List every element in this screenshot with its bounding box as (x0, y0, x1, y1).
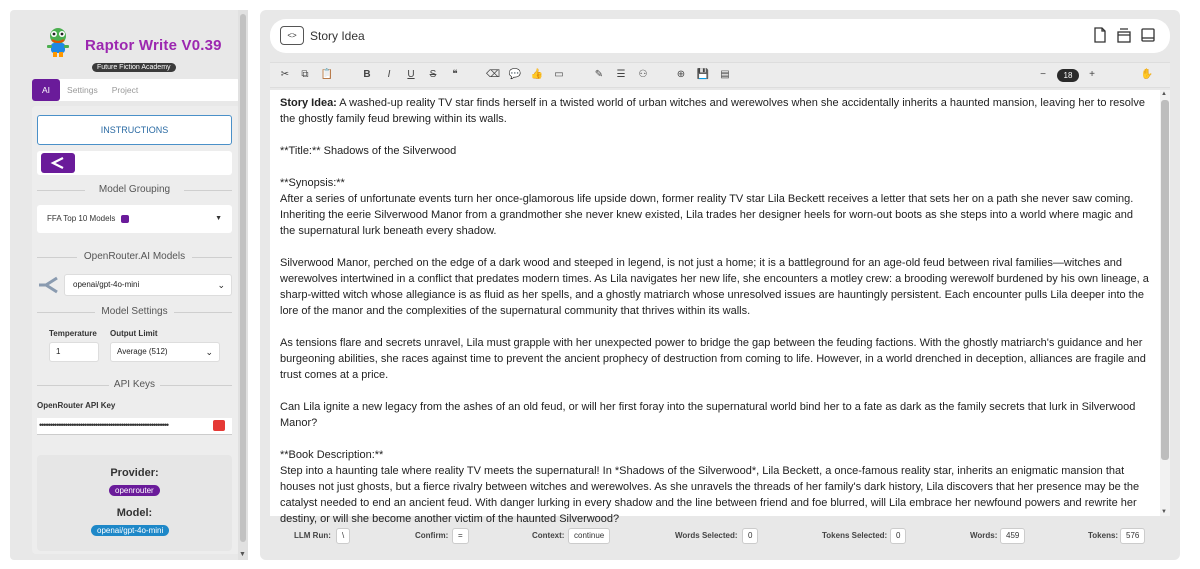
zoom-out-button[interactable]: − (1040, 69, 1046, 80)
new-document-icon[interactable] (1092, 27, 1108, 43)
words-selected-value: 0 (742, 528, 758, 544)
document-title-bar (270, 19, 1170, 53)
openrouter-api-key-input[interactable]: •••••••••••••••••••••••••••••••••••••••••••••••••••••••••••• (37, 418, 232, 435)
sidebar (10, 10, 248, 560)
scroll-down-icon[interactable]: ▼ (239, 551, 246, 558)
sidebar-scrollbar[interactable] (238, 10, 248, 560)
editor-paragraph[interactable]: Story Idea: A washed-up reality TV star finds herself in a twisted world of urban witches and werewolves when she accidentally inherits a haunted mansion, leaving her to resolve the ghostly family feud brewing within its walls. (280, 97, 1145, 125)
words-selected-label: Words Selected: (675, 531, 738, 540)
cut-icon[interactable]: ✂ (280, 69, 290, 80)
tokens-value: 576 (1120, 528, 1145, 544)
output-limit-select[interactable]: Average (512) ⌄ (110, 342, 220, 362)
strikethrough-icon[interactable]: S (429, 69, 437, 80)
editor-paragraph[interactable]: **Book Description:** Step into a haunting tale where reality TV meets the supernatural! In *Shadows of the Silverwood*, Lila Beckett, a once-famous reality star, inherits an enigmatic mansion that houses not just ghosts, but a fierce rivalry between witches and werewolves. As she unravels the threads of her family's dark history, Lila discovers that her presence may be the catalyst needed to end an ancient feud. With danger lurking in every shadow and the line between friend and foe blurred, will Lila embrace her newfound powers and rewrite her destiny, or will she become another victim of the haunted Silverwood? (280, 449, 1140, 525)
instructions-button[interactable]: INSTRUCTIONS (37, 115, 232, 145)
academy-badge: Future Fiction Academy (92, 63, 176, 72)
confirm-label: Confirm: (415, 531, 449, 540)
scrollbar-thumb[interactable] (1161, 100, 1169, 460)
comment-icon[interactable]: 💬 (508, 69, 522, 80)
openrouter-model-select[interactable]: openai/gpt-4o-mini ⌄ (64, 274, 232, 296)
editor-area (260, 10, 1180, 560)
tokens-label: Tokens: (1088, 531, 1119, 540)
panel-layout-icon[interactable] (1140, 27, 1156, 43)
ai-panel (32, 106, 240, 554)
paragraph-bold-label: Story Idea: (280, 97, 337, 109)
model-label: Model: (116, 507, 153, 519)
tab-settings[interactable]: Settings (67, 85, 98, 95)
provider-label: Provider: (110, 467, 159, 479)
chevron-left-icon (41, 153, 75, 173)
zoom-level: 18 (1057, 69, 1079, 82)
editor-paragraph[interactable]: **Title:** Shadows of the Silverwood (280, 145, 457, 157)
editor-paragraph[interactable]: As tensions flare and secrets unravel, Lila must grapple with her unexpected power to bridge the gap between the feuding factions. With the ghostly matriarch's guidance and her burgeoning abilities, she races against time to prevent the ancient prophecy of destruction from coming to life. However, in a world drenched in deception, alliances are fragile and trust comes at a price. (280, 337, 1146, 381)
editor-content[interactable] (280, 95, 1150, 543)
tab-project[interactable]: Project (111, 85, 139, 95)
hand-pan-icon[interactable]: ✋ (1140, 69, 1154, 80)
quote-icon[interactable]: ❝ (452, 69, 458, 80)
openrouter-api-key-label: OpenRouter API Key (37, 401, 116, 410)
save-icon[interactable]: 💾 (696, 69, 710, 80)
model-grouping-heading: Model Grouping (37, 184, 232, 195)
add-circle-icon[interactable]: ⊕ (676, 69, 686, 80)
tag-icon[interactable]: ▭ (554, 69, 564, 80)
editor-paragraph[interactable]: **Synopsis:** After a series of unfortunate events turn her once-glamorous life upside down, former reality TV star Lila Beckett receives a letter that sets her on a path she never saw coming. Inheriting the eerie Silverwood Manor from a grandmother she never knew existed, Lila trades her designer heels for worn-out boots as she steps into a world where magic and the supernatural lurk beneath every shadow. (280, 177, 1134, 237)
scrollbar-thumb[interactable] (240, 14, 246, 542)
app-title: Raptor Write V0.39 (85, 37, 222, 54)
binoculars-icon[interactable]: ⚇ (638, 69, 648, 80)
copy-icon[interactable]: ⧉ (301, 69, 309, 80)
words-label: Words: (970, 531, 998, 540)
llm-run-shortcut[interactable]: \ (336, 528, 350, 544)
temperature-input[interactable]: 1 (49, 342, 99, 362)
provider-card (37, 455, 232, 551)
underline-icon[interactable]: U (407, 69, 415, 80)
scroll-down-icon[interactable]: ▼ (1161, 509, 1167, 515)
status-bar (270, 524, 1170, 548)
llm-run-label: LLM Run: (294, 531, 331, 540)
collapse-row (37, 151, 232, 175)
italic-icon[interactable]: I (387, 69, 391, 80)
model-settings-heading: Model Settings (37, 306, 232, 317)
key-reveal-icon[interactable] (213, 420, 225, 431)
text-editor[interactable] (270, 90, 1160, 525)
eraser-icon[interactable]: ⌫ (486, 69, 501, 80)
stack-layout-icon[interactable] (1116, 27, 1132, 43)
sidebar-tabs (32, 79, 240, 101)
context-label: Context: (532, 531, 565, 540)
tokens-selected-label: Tokens Selected: (822, 531, 888, 540)
editor-paragraph[interactable]: Silverwood Manor, perched on the edge of a dark wood and steeped in legend, is not just a home; it is a battleground for an age-old feud between rival families—witches and werewolves intertwined in a conflict that predates modern times. As Lila navigates her new life, she encounters a motley crew: a brooding werewolf burdened by his own lineage, a sharp-witted witch whose allegiance is as fluid as her spells, and a ghostly matriarch whose unresolved issues are hauntingly persistent. Each encounter pulls Lila deeper into the lore of the manor and the complexities of the supernatural community that thrives within its walls. (280, 257, 1149, 317)
tab-ai[interactable]: AI (32, 79, 60, 101)
collapse-button[interactable] (41, 153, 75, 173)
context-value[interactable]: continue (568, 528, 610, 544)
paste-icon[interactable]: 📋 (320, 69, 334, 80)
thumbs-up-icon[interactable]: 👍 (530, 69, 544, 80)
dropdown-caret-icon: ⌄ (217, 280, 225, 290)
editor-paragraph[interactable]: Can Lila ignite a new legacy from the ashes of an old feud, or will her first foray into the supernatural world bind her to a fate as dark as the family secrets that lurk in Silverwood Manor? (280, 401, 1136, 429)
scroll-up-icon[interactable]: ▲ (1161, 91, 1167, 97)
raptor-logo-icon (42, 24, 74, 58)
zoom-in-button[interactable]: + (1089, 69, 1095, 80)
note-icon[interactable]: ☰ (616, 69, 626, 80)
formatting-toolbar (270, 62, 1170, 88)
model-grouping-select[interactable]: FFA Top 10 Models ▼ (37, 205, 232, 233)
editor-scrollbar[interactable] (1160, 90, 1170, 516)
model-badge: openai/gpt-4o-mini (91, 525, 169, 536)
words-value: 459 (1000, 528, 1025, 544)
api-keys-heading: API Keys (37, 379, 232, 390)
tokens-selected-value: 0 (890, 528, 906, 544)
confirm-shortcut[interactable]: = (452, 528, 469, 544)
provider-badge: openrouter (109, 485, 160, 496)
output-limit-label: Output Limit (110, 329, 158, 338)
temperature-label: Temperature (49, 329, 97, 338)
pen-icon[interactable]: ✎ (594, 69, 604, 80)
dropdown-caret-icon: ⌄ (205, 347, 213, 357)
document-title: Story Idea (310, 29, 365, 43)
openrouter-models-heading: OpenRouter.AI Models (37, 251, 232, 262)
dropdown-caret-icon: ▼ (215, 215, 222, 222)
openrouter-icon (37, 274, 59, 296)
robot-icon (121, 215, 129, 223)
archive-icon[interactable]: ▤ (720, 69, 730, 80)
bold-icon[interactable]: B (363, 69, 371, 80)
code-toggle-button[interactable]: <> (280, 26, 304, 45)
